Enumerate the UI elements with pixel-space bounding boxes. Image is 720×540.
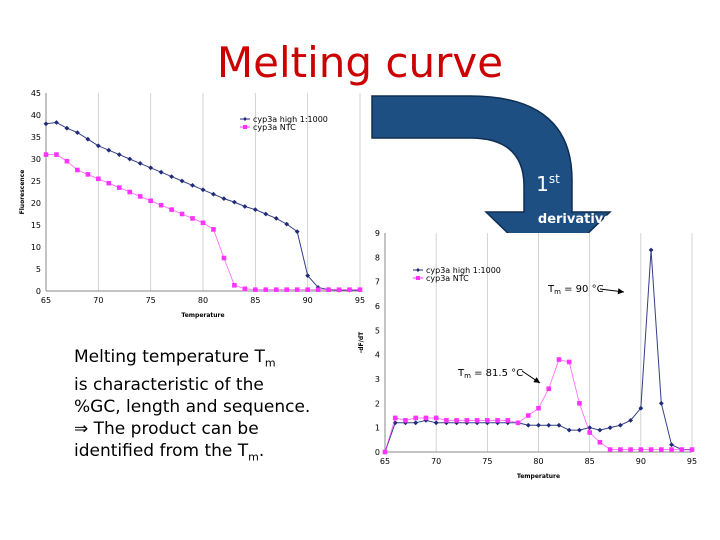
x-tick-label: 70 <box>431 457 442 466</box>
data-point-ntc <box>557 357 562 362</box>
data-point-ntc <box>305 287 310 292</box>
note-line2: is characteristic of the <box>74 375 264 396</box>
note-line5-end: . <box>258 441 265 462</box>
data-point-ntc <box>264 287 269 292</box>
data-point-ntc <box>516 421 521 426</box>
x-tick-label: 85 <box>250 296 261 305</box>
x-tick-label: 65 <box>40 296 52 305</box>
data-point-ntc <box>434 416 439 421</box>
legend-marker-square <box>243 125 247 129</box>
tm-annotation-sub: m <box>554 288 561 296</box>
x-tick-label: 70 <box>93 296 104 305</box>
data-point-ntc <box>117 185 122 190</box>
note-line5: identified from the T <box>74 441 249 462</box>
legend-marker-square <box>416 276 420 280</box>
y-tick-label: 4 <box>374 350 380 360</box>
x-tick-label: 90 <box>635 457 646 466</box>
data-point-ntc <box>567 360 572 365</box>
data-point-ntc <box>96 177 101 182</box>
data-point-ntc <box>316 287 321 292</box>
y-tick-label: 25 <box>30 177 41 186</box>
data-point-ntc <box>243 287 248 292</box>
y-tick-label: 6 <box>374 302 380 311</box>
data-point-ntc <box>211 227 216 232</box>
tm-annotation-sub: m <box>464 372 471 380</box>
data-point-ntc <box>413 416 418 421</box>
y-tick-label: 3 <box>374 375 380 384</box>
data-point-ntc <box>138 194 143 199</box>
y-tick-label: 35 <box>30 133 41 142</box>
x-axis-title: Temperature <box>181 312 225 319</box>
data-point-ntc <box>649 447 654 452</box>
data-point-ntc <box>465 418 470 423</box>
y-tick-label: 30 <box>30 155 41 164</box>
data-point-ntc <box>506 418 511 423</box>
explanation-text <box>74 346 344 469</box>
data-point-ntc <box>628 447 633 452</box>
data-point-ntc <box>127 190 132 195</box>
data-point-ntc <box>546 386 551 391</box>
note-line4: ⇒ The product can be <box>74 419 259 440</box>
arrow-label-derivative: derivative <box>537 212 613 227</box>
note-line1: Melting temperature T <box>74 347 265 367</box>
y-tick-label: 5 <box>35 265 41 274</box>
data-point-ntc <box>577 401 582 406</box>
x-tick-label: 95 <box>686 457 698 466</box>
data-point-ntc <box>180 212 185 217</box>
y-axis-title: Fluorescence <box>19 169 26 215</box>
data-point-ntc <box>403 418 408 423</box>
x-tick-label: 65 <box>379 457 391 466</box>
y-tick-label: 0 <box>374 448 380 457</box>
data-point-ntc <box>669 447 674 452</box>
y-tick-label: 2 <box>374 399 380 409</box>
x-tick-label: 75 <box>145 296 156 305</box>
x-tick-label: 85 <box>584 457 595 466</box>
data-point-ntc <box>347 287 352 292</box>
data-point-ntc <box>148 199 153 204</box>
legend-label: cyp3a NTC <box>426 274 469 283</box>
data-point-ntc <box>201 221 206 226</box>
data-point-ntc <box>485 418 490 423</box>
data-point-ntc <box>444 418 449 423</box>
fluorescence-chart <box>19 89 365 319</box>
data-point-ntc <box>587 430 592 435</box>
y-tick-label: 8 <box>374 253 380 263</box>
data-point-ntc <box>358 287 363 292</box>
data-point-ntc <box>54 152 59 157</box>
data-point-ntc <box>295 287 300 292</box>
y-tick-label: 0 <box>35 287 41 296</box>
derivative-chart <box>358 229 697 480</box>
data-point-ntc <box>526 413 531 418</box>
data-point-ntc <box>424 416 429 421</box>
x-tick-label: 95 <box>354 296 366 305</box>
slide-title: Melting curve <box>216 38 504 87</box>
x-tick-label: 75 <box>482 457 493 466</box>
legend-label: cyp3a high 1:1000 <box>253 115 328 124</box>
y-axis-title: -dF/dT <box>358 331 365 354</box>
data-point-ntc <box>393 416 398 421</box>
tm-annotation-t: T <box>548 284 555 295</box>
data-point-ntc <box>598 440 603 445</box>
data-point-ntc <box>454 418 459 423</box>
y-tick-label: 5 <box>374 326 380 336</box>
data-point-ntc <box>159 203 164 208</box>
y-tick-label: 45 <box>30 89 41 98</box>
x-axis-title: Temperature <box>516 473 561 480</box>
data-point-ntc <box>169 207 174 212</box>
data-point-ntc <box>190 216 195 221</box>
data-point-ntc <box>284 287 289 292</box>
data-point-ntc <box>475 418 480 423</box>
data-point-ntc <box>618 447 623 452</box>
data-point-ntc <box>75 168 80 173</box>
legend-label: cyp3a NTC <box>253 123 296 132</box>
data-point-ntc <box>44 152 49 157</box>
data-point-ntc <box>253 287 258 292</box>
tm-annotation-value: = 90 °C <box>560 284 604 295</box>
data-point-ntc <box>659 447 664 452</box>
x-tick-label: 90 <box>302 296 313 305</box>
arrow-label-ordinal: 1 <box>536 172 549 196</box>
data-point-ntc <box>65 159 70 164</box>
data-point-ntc <box>383 450 388 455</box>
data-point-ntc <box>495 418 500 423</box>
y-tick-label: 15 <box>30 221 41 230</box>
data-point-ntc <box>222 256 227 261</box>
data-point-ntc <box>679 447 684 452</box>
data-point-ntc <box>608 447 613 452</box>
x-tick-label: 80 <box>533 457 544 466</box>
y-tick-label: 7 <box>374 277 380 287</box>
tm-annotation-t: T <box>458 368 465 379</box>
x-tick-label: 80 <box>197 296 209 305</box>
y-tick-label: 40 <box>30 111 41 120</box>
data-point-ntc <box>86 172 91 177</box>
data-point-ntc <box>337 287 342 292</box>
arrow-label-suffix: st <box>548 172 560 186</box>
data-point-ntc <box>536 406 541 411</box>
y-tick-label: 20 <box>30 199 41 208</box>
y-tick-label: 10 <box>30 243 41 252</box>
data-point-ntc <box>274 287 279 292</box>
data-point-ntc <box>326 287 331 292</box>
data-point-ntc <box>232 283 237 288</box>
note-line3: %GC, length and sequence. <box>74 397 311 418</box>
y-tick-label: 9 <box>374 229 380 238</box>
legend-label: cyp3a high 1:1000 <box>426 266 501 275</box>
data-point-ntc <box>639 447 644 452</box>
y-tick-label: 1 <box>374 423 380 433</box>
data-point-ntc <box>107 181 112 186</box>
note-line5-sub: m <box>248 450 259 464</box>
data-point-ntc <box>690 447 695 452</box>
tm-annotation-value: = 81.5 °C <box>470 368 524 379</box>
note-line1-sub: m <box>264 356 276 370</box>
